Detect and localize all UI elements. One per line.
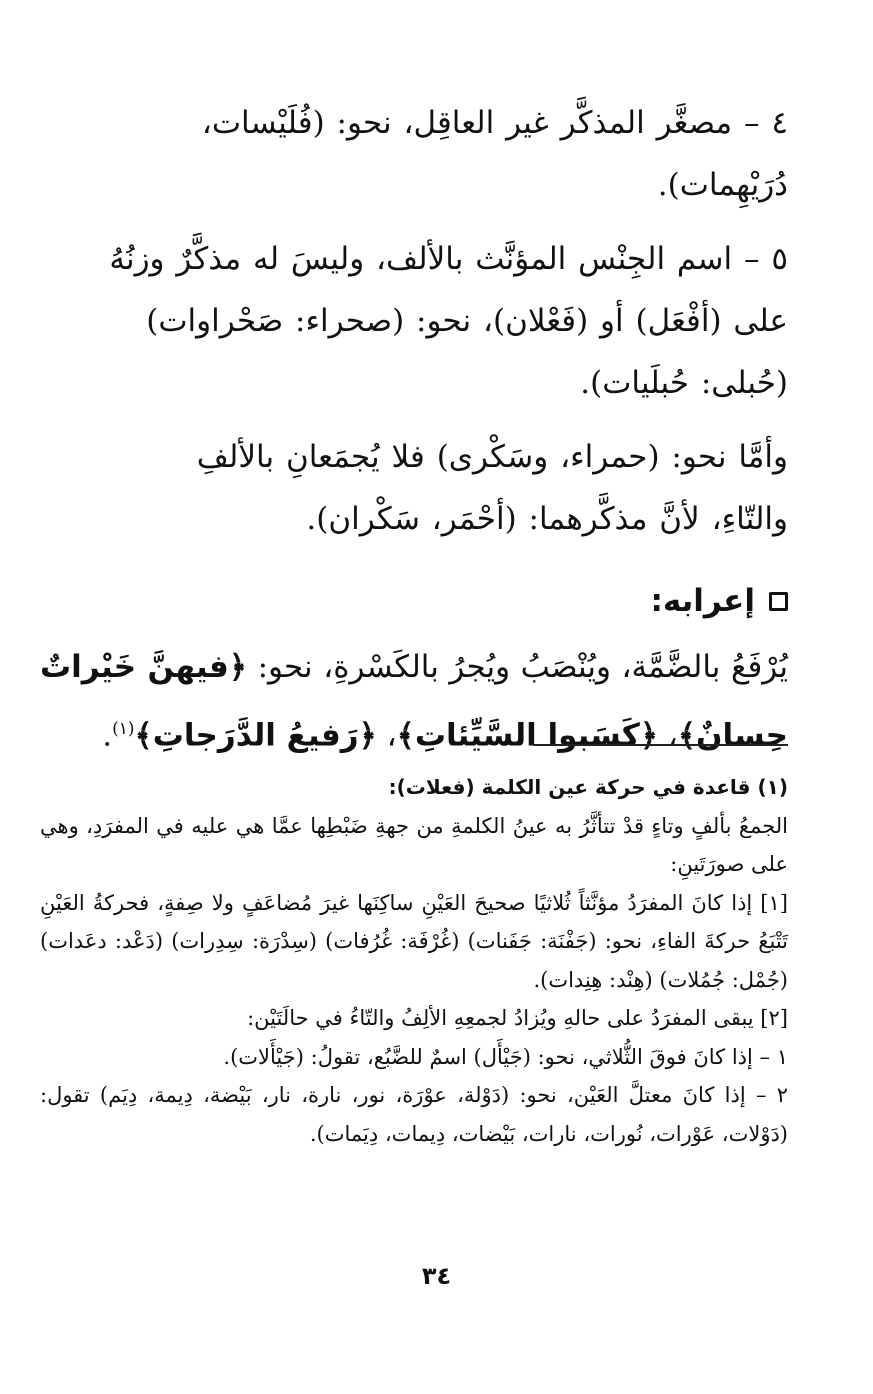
amma-line-2: والتّاءِ، لأنَّ مذكَّرهما: (أحْمَر، سَكْران).: [306, 501, 788, 537]
page-body: [40, 92, 788, 766]
irab-paragraph: [40, 636, 788, 766]
item-5-line-2: على (أفْعَل) أو (فَعْلان)، نحو: (صحراء: صَحْراوات): [146, 303, 788, 339]
item-4-line-1: ٤ – مصغَّر المذكَّر غير العاقِل، نحو: (فُلَيْسات،: [201, 105, 788, 141]
irab-intro: يُرْفَعُ بالضَّمَّة، ويُنْصَبُ ويُجرُ بالكَسْرةِ، نحو:: [257, 649, 788, 685]
section-heading: [40, 576, 788, 626]
footnote-paragraph-1: الجمعُ بألفٍ وتاءٍ قدْ تتأثَّرُ به عينُ الكلمةِ من جهةِ ضَبْطِها عمَّا هي عليه في المفرَدِ، وهي على صورَتَينِ:: [40, 813, 788, 876]
footnote-paragraph-3: [٢] يبقى المفرَدُ على حالهِ ويُزادُ لجمعِهِ الألِفُ والتّاءُ في حالَتَيْن:: [247, 1006, 788, 1030]
quran-quote-1: ﴿فيهنَّ خَيْراتٌ حِسانٌ﴾: [40, 649, 788, 754]
separator-2: ،: [376, 717, 397, 754]
footnote-paragraph-5: ٢ – إذا كانَ معتلَّ العَيْن، نحو: (دَوْلة، عوْرَة، نور، نارة، نار، بَيْضة، دِيمة، دِيَم) تقول: (دَوْلات، عَوْرات، نُورات، نارات، بَيْضات، دِيمات، دِيَمات).: [40, 1083, 788, 1146]
footnote-divider: [533, 744, 788, 746]
section-title: إعرابه:: [650, 583, 755, 619]
footnote-paragraph-4: ١ – إذا كانَ فوقَ الثُّلاثي، نحو: (جَيْأَل) اسمٌ للضَّبُع، تقولُ: (جَيْأَلات).: [223, 1044, 788, 1069]
item-5-line-3: (حُبلى: حُبلَيات).: [580, 365, 788, 401]
footnotes: [40, 768, 788, 1153]
footnote-title: (١) قاعدة في حركة عين الكلمة (فعلات):: [388, 775, 788, 799]
footnote-paragraph-2: [١] إذا كانَ المفرَدُ مؤنَّثاً ثُلاثيًا صحيحَ العَيْنِ ساكِنَها غيرَ مُضاعَفٍ ولا صِفةٍ، فحركةُ العَيْنِ تَتْبَعُ حركةَ الفاءِ، نحو: (جَفْنَة: جَفَنات) (غُرْفَة: غُرُفات) (سِدْرَة: سِدِرات) (دَعْد: دعَدات) (جُمْل: جُمُلات) (هِنْد: هِنِدات).: [40, 890, 788, 992]
amma-line-1: وأمَّا نحو: (حمراء، وسَكْرى) فلا يُجمَعانِ بالألفِ: [196, 439, 788, 475]
sentence-end: .: [102, 717, 113, 754]
item-4-line-2: دُرَيْهِمات).: [657, 167, 788, 203]
separator-1: ،: [657, 717, 678, 754]
footnote-reference: (١): [112, 719, 135, 739]
quran-quote-3: ﴿رَفيعُ الدَّرَجاتِ﴾: [134, 717, 377, 754]
page-number: ٣٤: [421, 1262, 452, 1290]
item-5-line-1: ٥ – اسم الجِنْس المؤنَّث بالألف، وليسَ له مذكَّرٌ وزنُهُ: [109, 241, 788, 277]
square-bullet-icon: [769, 592, 788, 611]
main-text: [40, 92, 788, 550]
quran-quote-2: ﴿كَسَبوا السَّيِّئاتِ﴾: [396, 717, 658, 754]
